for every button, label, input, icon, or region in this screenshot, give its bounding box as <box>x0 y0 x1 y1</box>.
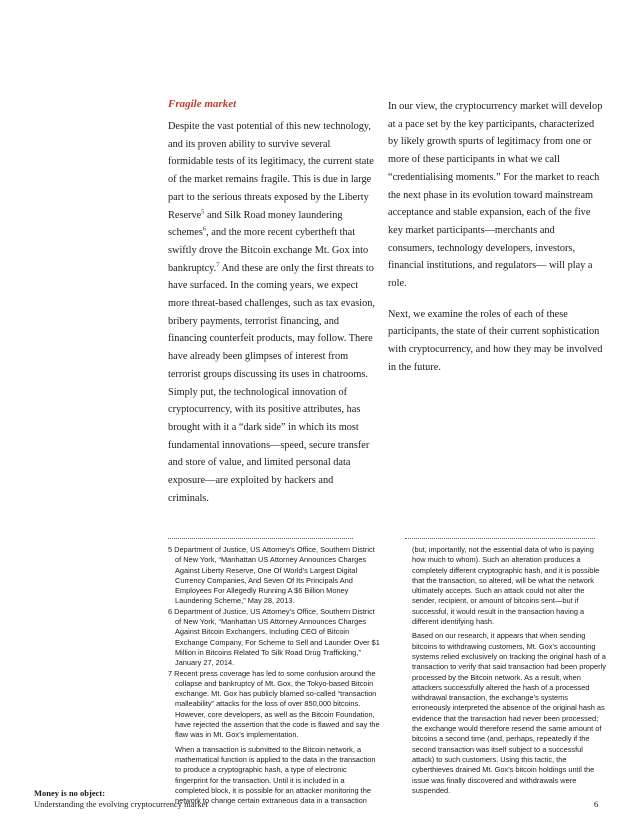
footnote-ref: 5 <box>201 208 205 216</box>
footnote-7: 7 Recent press coverage has led to some confusion around the collapse and bankruptcy of Mt. Gox, the Tokyo-based Bitcoin exchange. Mt. Gox has publicly blamed so-called “transaction malleability” attacks for the loss of over 850,000 bitcoins. However, core developers, as well as the Bitcoin Foundation, have rejected the assertion that the code is flawed and say the flaw was in Mt. Gox’s implementation. <box>168 668 380 740</box>
footnote-divider <box>405 538 595 539</box>
footnote-7-paragraph: When a transaction is submitted to the Bitcoin network, a mathematical function is applied to the data in the transaction to produce a cryptographic hash, a type of electronic fingerprint for the transaction. Until it is included in a completed block, it is possible for an attacker monitoring the network to change certain extraneous data in a transaction <box>175 744 376 806</box>
body-paragraph-left <box>168 118 376 507</box>
footnote-6: 6 Department of Justice, US Attorney’s Office, Southern District of New York, “Manhattan US Attorney Announces Charges Against Bitcoin Exchangers, Including CEO of Bitcoin Exchange Company, For Scheme to Sell and Launder Over $1 Million in Bitcoins Related To Silk Road Drug Trafficking,” January 27, 2014. <box>168 606 380 668</box>
footnote-5: 5 Department of Justice, US Attorney’s Office, Southern District of New York, “Manhattan US Attorney Announces Charges Against Liberty Reserve, One Of World’s Largest Digital Currency Companies, And Seven Of Its Principals And Employees For Allegedly Running A $6 Billion Money Laundering Scheme,” May 28, 2013. <box>168 545 375 606</box>
page-number: 6 <box>594 799 599 809</box>
body-text: and Silk Road money laundering schemes <box>168 209 343 239</box>
footer-title: Money is no object: <box>34 788 106 798</box>
footnotes-left <box>168 545 380 806</box>
footnote-7-paragraph: Based on our research, it appears that when sending bitcoins to withdrawing customers, Mt. Gox’s accounting systems relied exclusively on tracking the original hash of a transaction to verify that said transaction had been properly processed by the Bitcoin network. As a result, when attackers successfully altered the hash of a processed withdrawal transaction, the exchange’s systems erroneously interpreted the absence of the original hash as evidence that the transaction had never been processed; the exchange would therefore resend the same amount of bitcoins a second time (and, perhaps, repeatedly if the second transaction was itself subject to a successful attack) to such customers. Using this tactic, the cyberthieves drained Mt. Gox’s bitcoin holdings until the issue was finally discovered and withdrawals were suspended. <box>412 631 606 795</box>
footnote-ref: 7 <box>216 261 220 269</box>
section-heading: Fragile market <box>168 98 237 110</box>
footer-subtitle: Understanding the evolving cryptocurrency market <box>34 799 208 809</box>
footnote-divider <box>168 538 353 539</box>
body-text: , and the more recent cybertheft that swiftly drove the Bitcoin exchange Mt. Gox into bankruptcy. <box>168 227 369 274</box>
body-paragraph: Next, we examine the roles of each of these participants, the state of their current sophistication with cryptocurrency, and how they may be involved in the future. <box>388 308 603 373</box>
body-paragraph: In our view, the cryptocurrency market will develop at a pace set by the key participants, characterized by likely growth spurts of legitimacy from one or more of these participants in what we call “credentialising moments.” For the market to reach the next phase in its evolution toward mainstream acceptance and stable expansion, each of the five key market participants—merchants and consumers, technology developers, investors, financial institutions, and regulators— will play a role. <box>388 101 603 290</box>
footnote-7-continued: (but, importantly, not the essential data of who is paying how much to whom). Such an alteration produces a completely different cryptographic hash, and it is possible that the transaction, so altered, will be what the network ultimately accepts. Such an attack could not alter the sender, recipient, or amount of bitcoins sent—but if successful, it would result in the transaction having a different identifying hash. <box>412 545 600 627</box>
body-text: And these are only the first threats to have surfaced. In the coming years, we expect more threat-based challenges, such as tax evasion, bribery payments, terrorist financing, and financing counterfeit products, may follow. There have already been glimpses of interest from terrorist groups discussing its uses in chatrooms. Simply put, the technological innovation of cryptocurrency, with its positive attributes, has brought with it a “dark side” in which its most fundamental innovations—speed, secure transfer and store of value, and limited personal data exposure—are exploited by hackers and criminals. <box>168 262 376 504</box>
body-column-right <box>388 98 603 390</box>
footnotes-right <box>405 545 607 796</box>
footnote-ref: 6 <box>202 225 207 233</box>
body-text: Despite the vast potential of this new technology, and its proven ability to survive several formidable tests of its legitimacy, the current state of the market remains fragile. This is due in large part to the serious threats exposed by the Liberty Reserve <box>168 121 374 221</box>
